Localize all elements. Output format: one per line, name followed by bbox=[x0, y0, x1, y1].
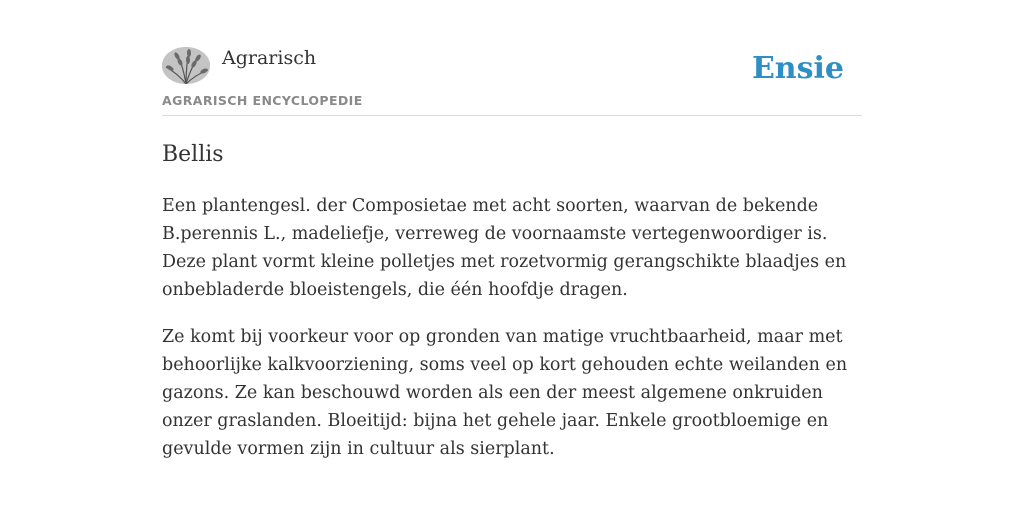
header bbox=[162, 44, 862, 116]
paragraph-2: Ze komt bij voorkeur voor op gronden van matige vruchtbaarheid, maar met behoorlijke kalkvoorziening, soms veel op kort gehouden echte weilanden en gazons. Ze kan beschouwd worden als een der meest algemene onkruiden onzer graslanden. Bloeitijd: bijna het gehele jaar. Enkele grootbloemige en gevulde vormen zijn in cultuur als sierplant. bbox=[162, 327, 848, 459]
source-name[interactable]: Agrarisch bbox=[222, 47, 317, 69]
paragraph-1: Een plantengesl. der Composietae met acht soorten, waarvan de bekende B.perennis L., madeliefje, verreweg de voornaamste vertegenwoordiger is. Deze plant vormt kleine polletjes met rozetvormig gerangschikte blaadjes en onbebladerde bloeistengels, die één hoofdje dragen. bbox=[162, 196, 847, 300]
wheat-icon[interactable] bbox=[162, 47, 210, 84]
page-title: Bellis bbox=[162, 142, 224, 167]
source-subtitle[interactable]: AGRARISCH ENCYCLOPEDIE bbox=[162, 93, 363, 108]
article-body bbox=[162, 192, 862, 482]
brand-logo[interactable]: Ensie bbox=[751, 51, 844, 86]
